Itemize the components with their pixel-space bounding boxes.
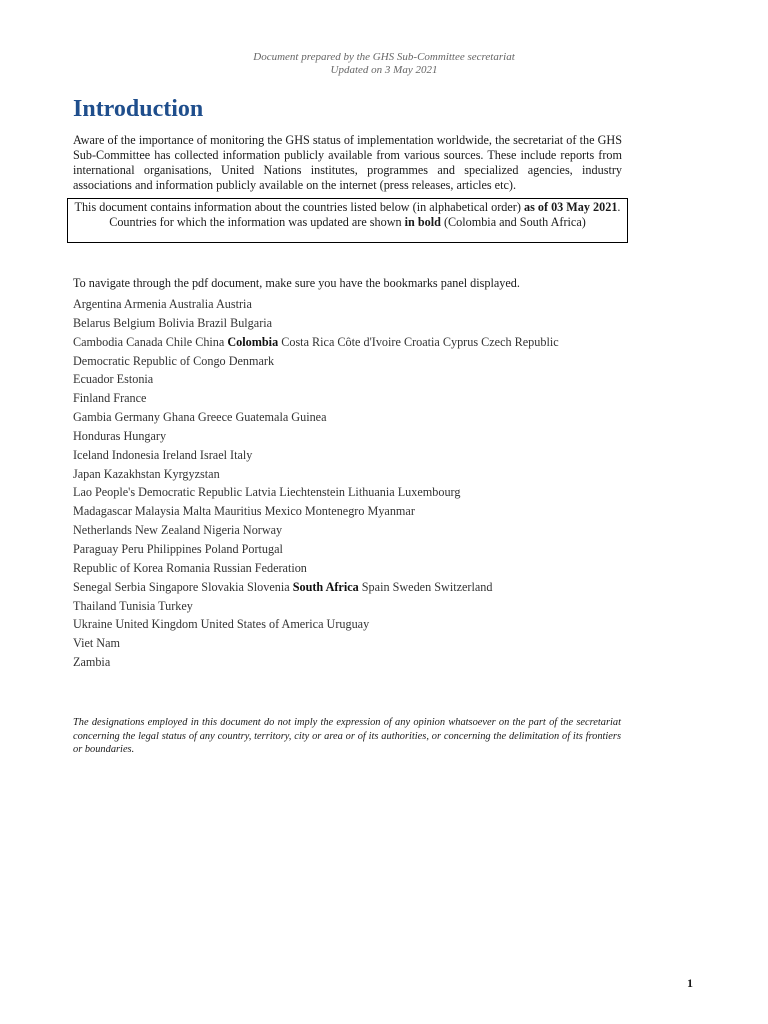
country-row	[73, 370, 559, 389]
country-row	[73, 634, 559, 653]
country-bookmark[interactable]: Philippines	[146, 541, 202, 556]
country-bookmark[interactable]: Chile	[165, 334, 193, 349]
country-row	[73, 578, 559, 597]
country-row	[73, 483, 559, 502]
country-bookmark[interactable]: Bulgaria	[230, 315, 273, 330]
country-bookmark[interactable]: Luxembourg	[397, 485, 461, 500]
intro-paragraph: Aware of the importance of monitoring the GHS status of implementation worldwide, the secretariat of the GHS Sub-Committee has collected information publicly available from various sources. These include reports from international organisations, United Nations institutes, programmes and specialized agencies, industry associations and information publicly available on the internet (press releases, articles etc).	[73, 133, 622, 192]
country-bookmark[interactable]: Austria	[215, 297, 252, 311]
country-bookmark[interactable]: Honduras	[73, 428, 121, 443]
navigation-note: To navigate through the pdf document, make sure you have the bookmarks panel displayed.	[73, 276, 520, 290]
country-bookmark[interactable]: Indonesia	[111, 447, 160, 462]
country-bookmark[interactable]: Latvia	[245, 485, 277, 500]
country-bookmark[interactable]: Tunisia	[119, 598, 156, 613]
country-bookmark[interactable]: Denmark	[228, 353, 275, 368]
country-bookmark[interactable]: Iceland	[73, 447, 109, 462]
country-bookmark[interactable]: Croatia	[403, 334, 440, 349]
country-bookmark[interactable]: South Africa	[292, 579, 359, 594]
country-bookmark[interactable]: Guinea	[291, 410, 327, 425]
country-bookmark[interactable]: Singapore	[148, 579, 199, 594]
country-bookmark[interactable]: Colombia	[227, 334, 279, 349]
country-bookmark[interactable]: Germany	[114, 410, 160, 425]
country-bookmark[interactable]: Belgium	[113, 315, 156, 330]
country-bookmark[interactable]: Estonia	[116, 372, 154, 387]
country-bookmark[interactable]: Hungary	[123, 428, 167, 443]
country-bookmark[interactable]: Italy	[230, 447, 253, 462]
header-prepared-by: Document prepared by the GHS Sub-Committee secretariat	[253, 51, 515, 63]
country-bookmark[interactable]: Slovenia	[247, 579, 290, 594]
country-row	[73, 295, 559, 314]
country-bookmark[interactable]: Japan	[73, 466, 101, 481]
country-row	[73, 314, 559, 333]
country-bookmark[interactable]: Israel	[199, 447, 227, 462]
country-bookmark[interactable]: United States of America	[200, 617, 324, 632]
notice-in-bold: in bold	[404, 215, 441, 229]
country-bookmark[interactable]: Montenegro	[304, 504, 365, 519]
country-bookmark[interactable]: Armenia	[123, 297, 167, 311]
country-row	[73, 408, 559, 427]
country-bookmark[interactable]: China	[195, 334, 225, 349]
country-row	[73, 446, 559, 465]
country-bookmark[interactable]: France	[113, 391, 147, 406]
notice-date: as of 03 May 2021	[523, 200, 618, 214]
country-bookmark[interactable]: Thailand	[73, 598, 117, 613]
country-bookmark[interactable]: Lao People's Democratic Republic	[73, 485, 243, 500]
country-bookmark[interactable]: Ecuador	[73, 372, 114, 387]
country-bookmark[interactable]: Serbia	[114, 579, 146, 594]
notice-text-cont: . Countries for which the information was updated are shown	[109, 200, 621, 229]
country-row	[73, 502, 559, 521]
country-bookmark[interactable]: Brazil	[197, 315, 228, 330]
country-bookmark[interactable]: Democratic Republic of Congo	[73, 353, 226, 368]
country-bookmark[interactable]: Finland	[73, 391, 111, 406]
country-bookmark[interactable]: Madagascar	[73, 504, 132, 519]
notice-box	[67, 198, 628, 243]
country-bookmark[interactable]: Ukraine	[73, 617, 113, 632]
country-bookmark[interactable]: Republic of Korea	[73, 560, 164, 575]
country-row	[73, 540, 559, 559]
country-bookmark[interactable]: Ireland	[162, 447, 197, 462]
country-bookmark[interactable]: Zambia	[73, 655, 111, 670]
country-bookmark[interactable]: Netherlands	[73, 523, 132, 538]
country-row	[73, 427, 559, 446]
country-bookmark[interactable]: Senegal	[73, 579, 112, 594]
country-bookmark[interactable]: Spain	[361, 579, 390, 594]
country-list	[73, 295, 559, 672]
country-bookmark[interactable]: Switzerland	[434, 579, 493, 594]
page-title: Introduction	[73, 96, 204, 122]
country-bookmark[interactable]: Romania	[166, 560, 211, 575]
country-bookmark[interactable]: Myanmar	[367, 504, 415, 519]
country-bookmark[interactable]: Australia	[168, 297, 214, 311]
country-row	[73, 389, 559, 408]
country-bookmark[interactable]: Liechtenstein	[279, 485, 345, 500]
country-bookmark[interactable]: Bolivia	[158, 315, 195, 330]
country-bookmark[interactable]: Belarus	[73, 315, 111, 330]
country-bookmark[interactable]: Kazakhstan	[103, 466, 161, 481]
country-bookmark[interactable]: Czech Republic	[481, 334, 559, 349]
country-bookmark[interactable]: Canada	[126, 334, 163, 349]
country-bookmark[interactable]: Mauritius	[214, 504, 262, 519]
country-bookmark[interactable]: Norway	[242, 523, 283, 538]
country-bookmark[interactable]: Paraguay	[73, 541, 119, 556]
country-bookmark[interactable]: Ghana	[163, 410, 195, 425]
country-row	[73, 333, 559, 352]
country-bookmark[interactable]: Uruguay	[326, 617, 370, 632]
country-row	[73, 653, 559, 672]
country-bookmark[interactable]: Gambia	[73, 410, 112, 425]
notice-text: This document contains information about the countries listed below (in alphabetical order)	[74, 200, 521, 214]
country-row	[73, 559, 559, 578]
country-bookmark[interactable]: Cambodia	[73, 334, 124, 349]
country-bookmark[interactable]: Russian Federation	[213, 560, 307, 575]
country-bookmark[interactable]: Costa Rica	[281, 334, 335, 349]
country-bookmark[interactable]: Cyprus	[442, 334, 479, 349]
country-row	[73, 615, 559, 634]
country-bookmark[interactable]: Mexico	[264, 504, 302, 519]
country-bookmark[interactable]: Malta	[182, 504, 212, 519]
country-bookmark[interactable]: Nigeria	[203, 523, 240, 538]
country-bookmark[interactable]: Côte d'Ivoire	[337, 334, 401, 349]
disclaimer: The designations employed in this document do not imply the expression of any opinion whatsoever on the part of the secretariat concerning the legal status of any country, territory, city or area or of its authorities, or concerning the delimitation of its frontiers or boundaries.	[73, 717, 621, 755]
country-bookmark[interactable]: Lithuania	[347, 485, 395, 500]
document-header	[0, 51, 768, 77]
country-bookmark[interactable]: Kyrgyzstan	[163, 466, 220, 481]
country-row	[73, 352, 559, 371]
country-bookmark[interactable]: Portugal	[241, 541, 283, 556]
country-bookmark[interactable]: New Zealand	[134, 523, 201, 538]
country-bookmark[interactable]: Slovakia	[201, 579, 244, 594]
country-bookmark[interactable]: Turkey	[158, 598, 193, 613]
header-updated-date: Updated on 3 May 2021	[330, 64, 438, 76]
notice-updated-countries: (Colombia and South Africa)	[440, 215, 586, 229]
country-bookmark[interactable]: Greece	[197, 410, 233, 425]
country-bookmark[interactable]: Viet Nam	[73, 636, 120, 651]
country-bookmark[interactable]: United Kingdom	[115, 617, 198, 632]
country-bookmark[interactable]: Argentina	[73, 297, 122, 311]
page-number: 1	[687, 976, 693, 990]
country-bookmark[interactable]: Peru	[121, 541, 144, 556]
country-row	[73, 597, 559, 616]
country-bookmark[interactable]: Malaysia	[134, 504, 180, 519]
country-row	[73, 465, 559, 484]
country-bookmark[interactable]: Guatemala	[235, 410, 289, 425]
country-bookmark[interactable]: Poland	[204, 541, 239, 556]
country-row	[73, 521, 559, 540]
country-bookmark[interactable]: Sweden	[392, 579, 432, 594]
